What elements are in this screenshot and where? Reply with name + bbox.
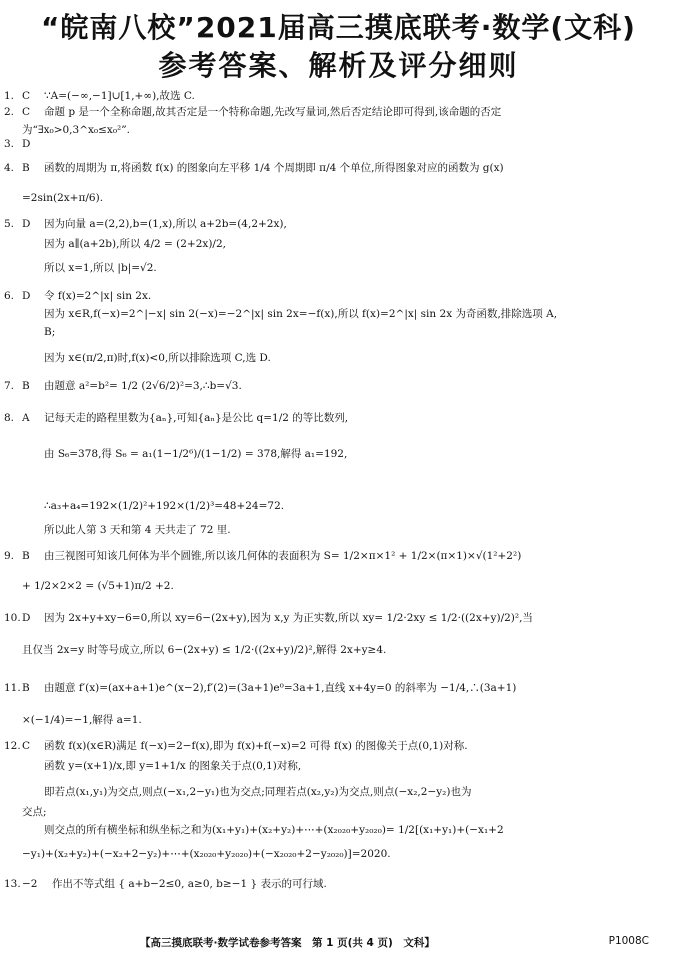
explanation-line: 因为向量 a=(2,2),b=(1,x),所以 a+2b=(4,2+2x), bbox=[44, 218, 287, 230]
explanation-line: + 1/2×2×2 = (√5+1)π/2 +2. bbox=[22, 580, 174, 592]
answer-number: 6. bbox=[4, 290, 15, 302]
explanation-line: 函数的周期为 π,将函数 f(x) 的图象向左平移 1/4 个周期即 π/4 个单位,所得图象对应的函数为 g(x) bbox=[44, 162, 504, 174]
explanation-line: 因为 2x+y+xy−6=0,所以 xy=6−(2x+y),因为 x,y 为正实数,所以 xy= 1/2·2xy ≤ 1/2·((2x+y)/2)²,当 bbox=[44, 612, 533, 624]
answer-number: 7. bbox=[4, 380, 15, 392]
answer-number: 1. bbox=[4, 90, 15, 102]
answer-choice: B bbox=[22, 162, 30, 174]
explanation-line: 由三视图可知该几何体为半个圆锥,所以该几何体的表面积为 S= 1/2×π×1² + 1/2×(π×1)×√(1²+2²) bbox=[44, 550, 522, 562]
explanation-line: ×(−1/4)=−1,解得 a=1. bbox=[22, 714, 142, 726]
explanation-line: 函数 y=(x+1)/x,即 y=1+1/x 的图象关于点(0,1)对称, bbox=[44, 760, 302, 772]
explanation-line: 即若点(x₁,y₁)为交点,则点(−x₁,2−y₁)也为交点;同理若点(x₂,y₂)为交点,则点(−x₂,2−y₂)也为 bbox=[44, 786, 472, 798]
explanation-line: 由题意 f′(x)=(ax+a+1)e^(x−2),f′(2)=(3a+1)e⁰=3a+1,直线 x+4y=0 的斜率为 −1/4,∴(3a+1) bbox=[44, 682, 517, 694]
explanation-line: B; bbox=[44, 326, 56, 338]
answer-choice: B bbox=[22, 550, 30, 562]
answer-choice: C bbox=[22, 90, 31, 102]
answer-number: 12. bbox=[4, 740, 21, 752]
answer-number: 8. bbox=[4, 412, 15, 424]
footer-code: P1008C bbox=[608, 935, 649, 947]
explanation-line: =2sin(2x+π/6). bbox=[22, 192, 104, 204]
answer-number: 2. bbox=[4, 106, 15, 118]
explanation-line: 为“∃x₀>0,3^x₀≤x₀²”. bbox=[22, 124, 130, 136]
answer-choice: C bbox=[22, 106, 31, 118]
answer-choice: A bbox=[22, 412, 30, 424]
answer-choice: B bbox=[22, 682, 30, 694]
document-title: “皖南八校”2021届高三摸底联考·数学(文科) bbox=[41, 11, 636, 44]
explanation-line: 记每天走的路程里数为{aₙ},可知{aₙ}是公比 q=1/2 的等比数列, bbox=[44, 412, 349, 424]
answer-choice: D bbox=[22, 138, 31, 150]
answer-number: 4. bbox=[4, 162, 15, 174]
explanation-line: 所以 x=1,所以 |b|=√2. bbox=[44, 262, 157, 274]
explanation-line: ∴a₃+a₄=192×(1/2)²+192×(1/2)³=48+24=72. bbox=[44, 500, 285, 512]
answer-choice: B bbox=[22, 380, 30, 392]
explanation-line: 由题意 a²=b²= 1/2 (2√6/2)²=3,∴b=√3. bbox=[44, 380, 242, 392]
answer-number: 11. bbox=[4, 682, 21, 694]
answer-choice: D bbox=[22, 612, 31, 624]
document-subtitle: 参考答案、解析及评分细则 bbox=[158, 49, 519, 82]
answer-number: 10. bbox=[4, 612, 21, 624]
answer-number: 5. bbox=[4, 218, 15, 230]
explanation-line: 由 S₆=378,得 S₆ = a₁(1−1/2⁶)/(1−1/2) = 378,解得 a₁=192, bbox=[44, 448, 348, 460]
explanation-line: 函数 f(x)(x∈R)满足 f(−x)=2−f(x),即为 f(x)+f(−x)=2 可得 f(x) 的图像关于点(0,1)对称. bbox=[44, 740, 468, 752]
explanation-line: 令 f(x)=2^|x| sin 2x. bbox=[44, 290, 152, 302]
explanation-line: ∵A=(−∞,−1]∪[1,+∞),故选 C. bbox=[44, 90, 195, 102]
explanation-line: 交点; bbox=[22, 806, 47, 818]
explanation-line: 作出不等式组 { a+b−2≤0, a≥0, b≥−1 } 表示的可行域. bbox=[52, 878, 327, 890]
answer-choice: D bbox=[22, 290, 31, 302]
explanation-line: −y₁)+(x₂+y₂)+(−x₂+2−y₂)+⋯+(x₂₀₂₀+y₂₀₂₀)+(−x₂₀₂₀+2−y₂₀₂₀)]=2020. bbox=[22, 848, 391, 860]
answer-choice: −2 bbox=[22, 878, 38, 890]
answer-number: 3. bbox=[4, 138, 15, 150]
answer-choice: C bbox=[22, 740, 31, 752]
answer-choice: D bbox=[22, 218, 31, 230]
explanation-line: 因为 a∥(a+2b),所以 4/2 = (2+2x)/2, bbox=[44, 238, 226, 250]
explanation-line: 因为 x∈(π/2,π)时,f(x)<0,所以排除选项 C,选 D. bbox=[44, 352, 271, 364]
explanation-line: 所以此人第 3 天和第 4 天共走了 72 里. bbox=[44, 524, 231, 536]
explanation-line: 因为 x∈R,f(−x)=2^|−x| sin 2(−x)=−2^|x| sin 2x=−f(x),所以 f(x)=2^|x| sin 2x 为奇函数,排除选项 A, bbox=[44, 308, 558, 320]
answer-number: 13. bbox=[4, 878, 21, 890]
answer-number: 9. bbox=[4, 550, 15, 562]
explanation-line: 且仅当 2x=y 时等号成立,所以 6−(2x+y) ≤ 1/2·((2x+y)/2)²,解得 2x+y≥4. bbox=[22, 644, 387, 656]
explanation-line: 命题 p 是一个全称命题,故其否定是一个特称命题,先改写量词,然后否定结论即可得到,该命题的否定 bbox=[44, 106, 502, 118]
explanation-line: 则交点的所有横坐标和纵坐标之和为(x₁+y₁)+(x₂+y₂)+⋯+(x₂₀₂₀+y₂₀₂₀)= 1/2[(x₁+y₁)+(−x₁+2 bbox=[44, 824, 504, 836]
footer-page-info: 【高三摸底联考·数学试卷参考答案 第 1 页(共 4 页) 文科】 bbox=[140, 937, 435, 949]
